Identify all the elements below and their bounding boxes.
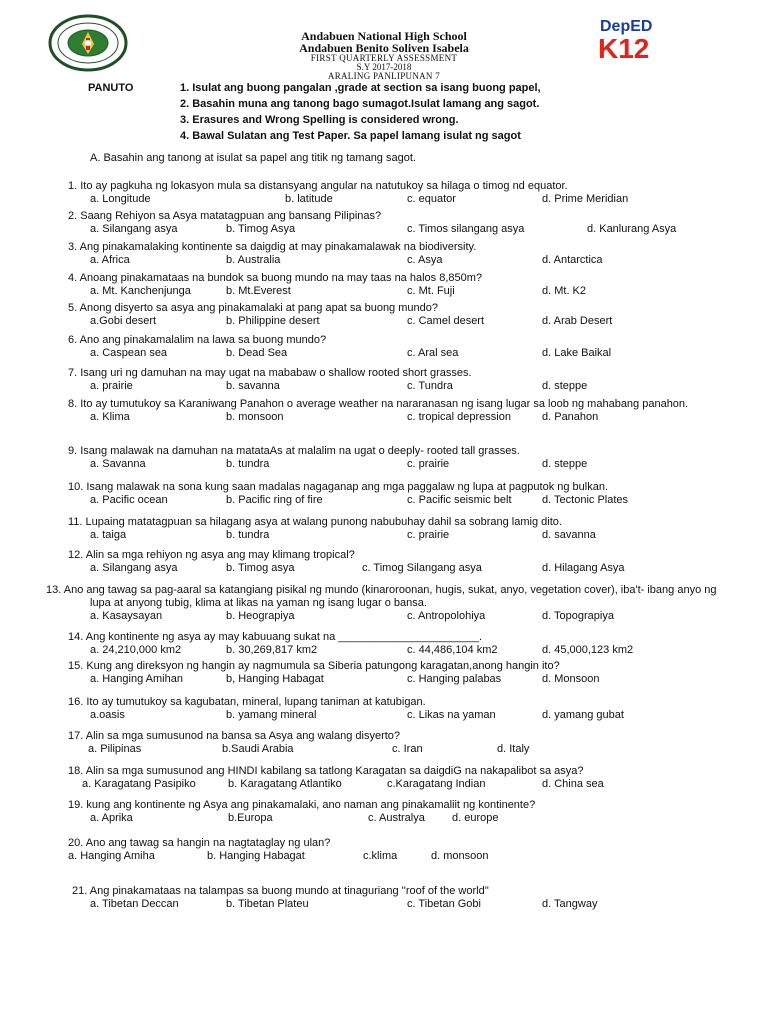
k12-logo-text: K12 bbox=[598, 33, 650, 60]
option-d: d. Prime Meridian bbox=[542, 193, 629, 205]
option-c: c. Tibetan Gobi bbox=[407, 898, 481, 910]
option-a: a. Pilipinas bbox=[88, 743, 142, 755]
option-d: d. yamang gubat bbox=[542, 709, 624, 721]
option-c: c. Australya bbox=[368, 812, 425, 824]
question-options bbox=[72, 898, 712, 911]
question-stem: 10. Isang malawak na sona kung saan madalas nagaganap ang mga paggalaw ng lupa at pagputok ng bulkan. bbox=[68, 481, 609, 493]
question-20 bbox=[68, 837, 708, 863]
school-name: Andabuen National High School bbox=[301, 29, 467, 43]
option-d: d. Italy bbox=[497, 743, 530, 755]
option-c: c.klima bbox=[363, 850, 398, 862]
option-c: c. Timos silangang asya bbox=[407, 223, 525, 235]
option-c: c. Antropolohiya bbox=[407, 610, 486, 622]
option-a: a. Silangang asya bbox=[90, 223, 178, 235]
question-options bbox=[68, 529, 708, 542]
question-options bbox=[68, 380, 708, 393]
option-d: d. 45,000,123 km2 bbox=[542, 644, 634, 656]
option-c: c.Karagatang Indian bbox=[387, 778, 486, 790]
question-14 bbox=[68, 631, 708, 657]
assessment-title: FIRST QUARTERLY ASSESSMENT bbox=[310, 53, 458, 63]
question-stem: 2. Saang Rehiyon sa Asya matatagpuan ang bansang Pilipinas? bbox=[68, 210, 382, 222]
option-a: a. Silangang asya bbox=[90, 562, 178, 574]
question-4 bbox=[68, 272, 708, 298]
option-a: a. Kasaysayan bbox=[90, 610, 163, 622]
option-b: b. Timog asya bbox=[226, 562, 295, 574]
panuto-label: PANUTO bbox=[88, 82, 134, 94]
option-d: d. monsoon bbox=[431, 850, 489, 862]
option-a: a. Tibetan Deccan bbox=[90, 898, 179, 910]
question-5 bbox=[68, 302, 708, 328]
option-d: d. Arab Desert bbox=[542, 315, 613, 327]
option-a: a. Karagatang Pasipiko bbox=[82, 778, 196, 790]
question-options bbox=[68, 254, 708, 267]
option-b: b. Dead Sea bbox=[226, 347, 288, 359]
question-2 bbox=[68, 210, 708, 236]
rule-item: 1. Isulat ang buong pangalan ,grade at section sa isang buong papel, bbox=[180, 82, 541, 94]
option-a: a.Gobi desert bbox=[90, 315, 157, 327]
option-c: c. Asya bbox=[407, 254, 443, 266]
option-b: b. Karagatang Atlantiko bbox=[228, 778, 342, 790]
question-stem: 8. Ito ay tumutukoy sa Karaniwang Panahon o average weather na nararanasan ng isang lugar sa loob ng mahabang panahon. bbox=[68, 398, 689, 410]
option-b: b. Timog Asya bbox=[226, 223, 296, 235]
question-stem: 13. Ano ang tawag sa pag-aaral sa katangiang pisikal ng mundo (kinaroroonan, hugis, sukat, anyo, vegetation cover), iba't- ibang anyo ng lupa at anyong tubig, klima at likas na yaman ng isang lugar o bansa. bbox=[46, 584, 717, 609]
question-1 bbox=[68, 180, 708, 206]
option-a: a. Aprika bbox=[90, 812, 133, 824]
option-c: c. Mt. Fuji bbox=[407, 285, 455, 297]
question-options bbox=[68, 673, 708, 686]
option-a: a. Africa bbox=[90, 254, 130, 266]
option-d: d. Tangway bbox=[542, 898, 598, 910]
option-c: c. tropical depression bbox=[407, 411, 511, 423]
option-d: d. Tectonic Plates bbox=[542, 494, 629, 506]
question-6 bbox=[68, 334, 708, 360]
question-stem: 15. Kung ang direksyon ng hangin ay nagmumula sa Siberia patungong karagatan,anong hangin ito? bbox=[68, 660, 560, 672]
question-options bbox=[46, 610, 721, 623]
option-c: c. 44,486,104 km2 bbox=[407, 644, 498, 656]
question-11 bbox=[68, 516, 708, 542]
question-stem: 11. Lupaing matatagpuan sa hilagang asya at walang punong nabubuhay dahil sa sobrang lamig dito. bbox=[68, 516, 562, 528]
option-b: b. tundra bbox=[226, 529, 270, 541]
question-stem: 7. Isang uri ng damuhan na may ugat na mababaw o shallow rooted short grasses. bbox=[68, 367, 472, 379]
option-d: d. europe bbox=[452, 812, 499, 824]
question-stem: 4. Anoang pinakamataas na bundok sa buong mundo na may taas na halos 8,850m? bbox=[68, 272, 483, 284]
option-d: d. Mt. K2 bbox=[542, 285, 587, 297]
question-15 bbox=[68, 660, 708, 686]
question-stem: 9. Isang malawak na damuhan na matataAs at malalim na ugat o deeply- rooted tall grasses. bbox=[68, 445, 520, 457]
option-b: b. Tibetan Plateu bbox=[226, 898, 309, 910]
question-options bbox=[68, 812, 708, 825]
question-options bbox=[64, 850, 704, 863]
question-options bbox=[68, 193, 708, 206]
option-d: d. Panahon bbox=[542, 411, 599, 423]
question-stem: 21. Ang pinakamataas na talampas sa buong mundo at tinaguriang ''roof of the world'' bbox=[72, 885, 489, 897]
question-3 bbox=[68, 241, 708, 267]
question-options bbox=[68, 347, 708, 360]
option-b: b. latitude bbox=[285, 193, 333, 205]
option-c: c. prairie bbox=[407, 529, 450, 541]
option-a: a. prairie bbox=[90, 380, 133, 392]
question-12 bbox=[68, 549, 708, 575]
option-a: a. Mt. Kanchenjunga bbox=[90, 285, 191, 297]
school-year: S.Y 2017-2018 bbox=[356, 62, 412, 72]
question-18 bbox=[68, 765, 718, 791]
question-options bbox=[68, 223, 708, 236]
option-d: d. steppe bbox=[542, 380, 588, 392]
question-stem: 20. Ano ang tawag sa hangin na nagtataglay ng ulan? bbox=[68, 837, 331, 849]
question-8 bbox=[68, 398, 708, 424]
option-a: a. Hanging Amihan bbox=[90, 673, 183, 685]
option-a: a. Hanging Amiha bbox=[68, 850, 155, 862]
option-b: b. 30,269,817 km2 bbox=[226, 644, 318, 656]
school-address: Andabuen Benito Soliven Isabela bbox=[299, 41, 469, 55]
question-stem: 12. Alin sa mga rehiyon ng asya ang may klimang tropical? bbox=[68, 549, 355, 561]
option-b: b. savanna bbox=[226, 380, 280, 392]
rule-item: 4. Bawal Sulatan ang Test Paper. Sa papel lamang isulat ng sagot bbox=[180, 130, 521, 142]
question-stem: 17. Alin sa mga sumusunod na bansa sa Asya ang walang disyerto? bbox=[68, 730, 401, 742]
question-21 bbox=[72, 885, 712, 911]
option-b: b. Philippine desert bbox=[226, 315, 320, 327]
school-seal-icon bbox=[48, 14, 128, 72]
option-b: b. tundra bbox=[226, 458, 270, 470]
question-stem: 14. Ang kontinente ng asya ay may kabuuang sukat na _______________________. bbox=[68, 631, 483, 643]
deped-k12-logo-icon bbox=[598, 14, 678, 60]
option-b: b.Saudi Arabia bbox=[222, 743, 294, 755]
question-options bbox=[68, 411, 708, 424]
option-c: c. Likas na yaman bbox=[407, 709, 496, 721]
question-options bbox=[68, 458, 708, 471]
option-a: a. Longitude bbox=[90, 193, 151, 205]
question-16 bbox=[68, 696, 708, 722]
option-d: d. China sea bbox=[542, 778, 604, 790]
question-7 bbox=[68, 367, 708, 393]
question-options bbox=[68, 315, 708, 328]
question-stem: 16. Ito ay tumutukoy sa kagubatan, mineral, lupang taniman at katubigan. bbox=[68, 696, 426, 708]
option-c: c. Camel desert bbox=[407, 315, 485, 327]
option-b: b.Europa bbox=[228, 812, 273, 824]
option-c: c. Aral sea bbox=[407, 347, 459, 359]
option-a: a. Klima bbox=[90, 411, 130, 423]
option-a: a. 24,210,000 km2 bbox=[90, 644, 182, 656]
option-b: b. Heograpiya bbox=[226, 610, 295, 622]
deped-logo-text: DepED bbox=[600, 18, 653, 35]
rule-item: 2. Basahin muna ang tanong bago sumagot.Isulat lamang ang sagot. bbox=[180, 98, 540, 110]
question-10 bbox=[68, 481, 718, 507]
panuto-rules bbox=[180, 80, 541, 144]
option-a: a.oasis bbox=[90, 709, 125, 721]
option-b: b. yamang mineral bbox=[226, 709, 317, 721]
question-options bbox=[68, 644, 708, 657]
option-d: d. Lake Baikal bbox=[542, 347, 612, 359]
option-b: b. Australia bbox=[226, 254, 281, 266]
option-c: c. Tundra bbox=[407, 380, 453, 392]
option-b: b. Hanging Habagat bbox=[207, 850, 305, 862]
question-17 bbox=[68, 730, 708, 756]
option-d: d. Topograpiya bbox=[542, 610, 614, 622]
option-a: a. taiga bbox=[90, 529, 127, 541]
subject-title: ARALING PANLIPUNAN 7 bbox=[327, 71, 441, 81]
option-d: d. steppe bbox=[542, 458, 588, 470]
question-stem: 6. Ano ang pinakamalalim na lawa sa buong mundo? bbox=[68, 334, 327, 346]
option-a: a. Pacific ocean bbox=[90, 494, 168, 506]
option-b: b. monsoon bbox=[226, 411, 284, 423]
option-c: c. prairie bbox=[407, 458, 450, 470]
question-stem: 1. Ito ay pagkuha ng lokasyon mula sa distansyang angular na natutukoy sa hilaga o timog nd equator. bbox=[68, 180, 568, 192]
option-c: c. Hanging palabas bbox=[407, 673, 502, 685]
question-9 bbox=[68, 445, 708, 471]
question-stem: 5. Anong disyerto sa asya ang pinakamalaki at pang apat sa buong mundo? bbox=[68, 302, 438, 314]
question-stem: 3. Ang pinakamalaking kontinente sa daigdig at may pinakamalawak na biodiversity. bbox=[68, 241, 477, 253]
option-b: b, Hanging Habagat bbox=[226, 673, 324, 685]
question-options bbox=[68, 743, 708, 756]
section-a-instruction: A. Basahin ang tanong at isulat sa papel ang titik ng tamang sagot. bbox=[90, 152, 416, 164]
option-c: c. equator bbox=[407, 193, 456, 205]
option-d: d. Kanlurang Asya bbox=[587, 223, 677, 235]
option-c: c. Pacific seismic belt bbox=[407, 494, 512, 506]
question-stem: 19. kung ang kontinente ng Asya ang pinakamalaki, ano naman ang pinakamaliit ng kontinente? bbox=[68, 799, 536, 811]
question-options bbox=[68, 778, 718, 791]
option-d: d. Monsoon bbox=[542, 673, 600, 685]
question-19 bbox=[68, 799, 708, 825]
question-options bbox=[68, 562, 708, 575]
question-stem: 18. Alin sa mga sumusunod ang HINDI kabilang sa tatlong Karagatan sa daigdiG na nakapalibot sa asya? bbox=[68, 765, 584, 777]
option-c: c. Timog Silangang asya bbox=[362, 562, 482, 574]
option-c: c. Iran bbox=[392, 743, 423, 755]
option-b: b. Mt.Everest bbox=[226, 285, 291, 297]
question-13 bbox=[46, 584, 721, 623]
option-d: d. savanna bbox=[542, 529, 596, 541]
option-a: a. Savanna bbox=[90, 458, 146, 470]
option-a: a. Caspean sea bbox=[90, 347, 168, 359]
option-d: d. Hilagang Asya bbox=[542, 562, 625, 574]
rule-item: 3. Erasures and Wrong Spelling is considered wrong. bbox=[180, 114, 459, 126]
option-d: d. Antarctica bbox=[542, 254, 603, 266]
option-b: b. Pacific ring of fire bbox=[226, 494, 323, 506]
question-options bbox=[68, 709, 708, 722]
question-options bbox=[68, 285, 708, 298]
question-options bbox=[68, 494, 718, 507]
